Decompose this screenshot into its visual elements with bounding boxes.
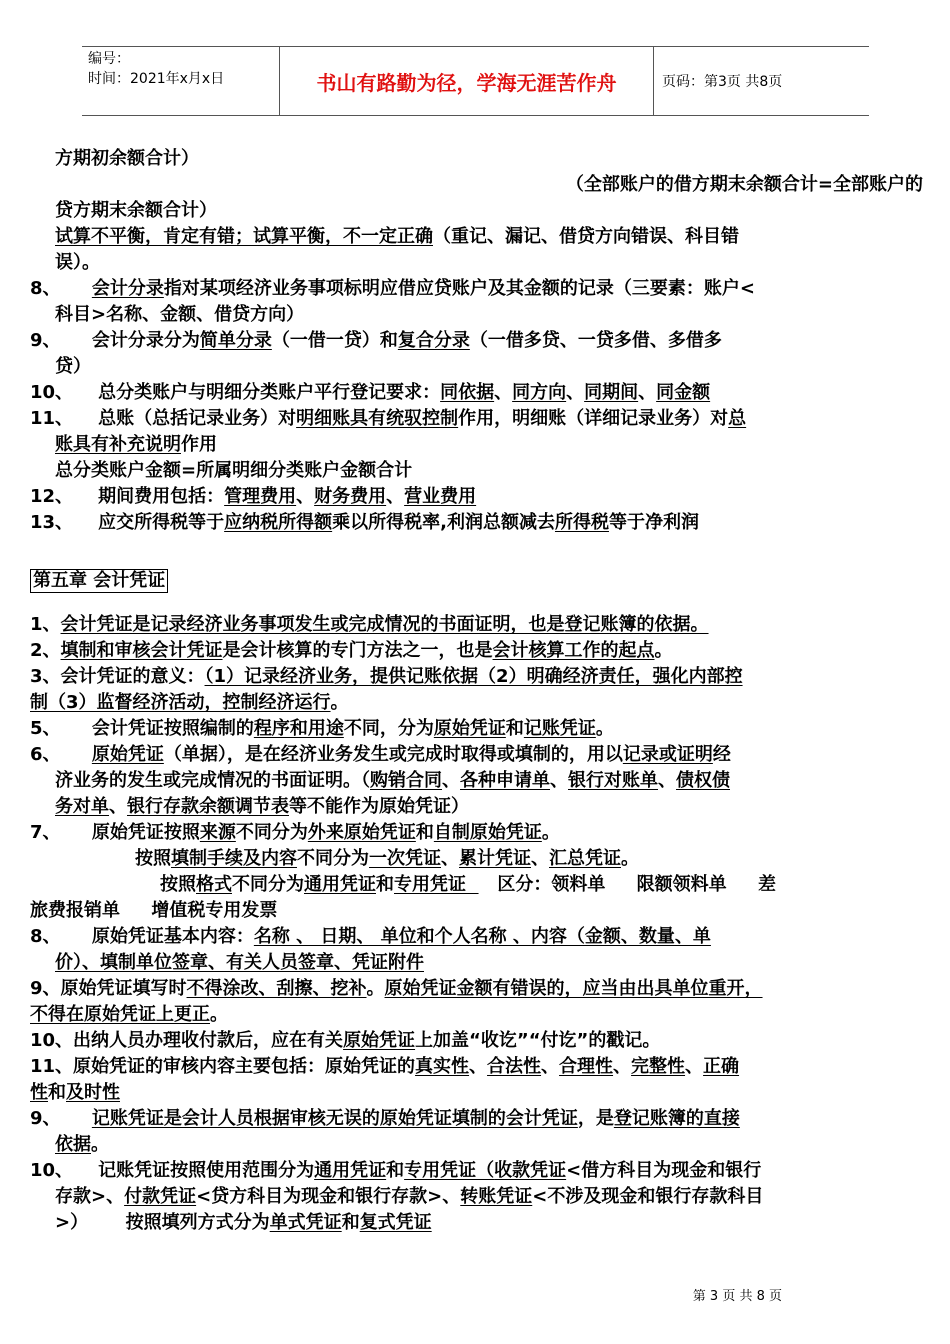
text-line: 贷）: [55, 356, 91, 377]
list-item: 9、原始凭证填写时不得涂改、刮擦、挖补。原始凭证金额有错误的，应当由出具单位重开，: [30, 978, 763, 999]
chapter-heading: 第五章 会计凭证: [30, 568, 925, 598]
text-line: 科目>名称、金额、借贷方向）: [55, 304, 305, 325]
list-item: 10、 记账凭证按照使用范围分为通用凭证和专用凭证（收款凭证<借方科目为现金和银行: [30, 1160, 762, 1181]
list-item: 12、 期间费用包括：管理费用、财务费用、营业费用: [30, 486, 477, 507]
list-item: 10、 总分类账户与明细分类账户平行登记要求：同依据、同方向、同期间、同金额: [30, 382, 711, 403]
text-line: 按照格式不同分为通用凭证和专用凭证 区分：领料单 限额领料单 差: [160, 874, 777, 895]
document-body: [30, 146, 925, 1236]
text-line: 济业务的发生或完成情况的书面证明。（购销合同、各种申请单、银行对账单、债权债: [55, 770, 730, 791]
list-item: 2、填制和审核会计凭证是会计核算的专门方法之一，也是会计核算工作的起点。: [30, 640, 673, 661]
list-item: 13、 应交所得税等于应纳税所得额乘以所得税率,利润总额减去所得税等于净利润: [30, 512, 699, 533]
list-item: 11、 总账（总括记录业务）对明细账具有统驭控制作用，明细账（详细记录业务）对总: [30, 408, 747, 429]
text-line: 贷方期末余额合计）: [55, 200, 217, 221]
list-item: 1、会计凭证是记录经济业务事项发生或完成情况的书面证明，也是登记账簿的依据。: [30, 614, 709, 635]
list-item: 11、原始凭证的审核内容主要包括：原始凭证的真实性、合法性、合理性、完整性、正确: [30, 1056, 740, 1077]
header-meta: [82, 47, 280, 115]
text-line: 按照填制手续及内容不同分为一次凭证、累计凭证、汇总凭证。: [135, 848, 639, 869]
list-item: 8、 原始凭证基本内容：名称 、 日期、 单位和个人名称 、内容（金额、数量、单: [30, 926, 711, 947]
text-line: 不得在原始凭证上更正。: [30, 1004, 228, 1025]
text-line: （全部账户的借方期末余额合计=全部账户的: [565, 174, 923, 195]
text-line: 价）、填制单位签章、有关人员签章、凭证附件: [55, 952, 424, 973]
list-item: 8、 会计分录指对某项经济业务事项标明应借应贷账户及其金额的记录（三要素：账户<: [30, 278, 755, 299]
list-item: 9、 会计分录分为简单分录（一借一贷）和复合分录（一借多贷、一贷多借、多借多: [30, 330, 722, 351]
page-footer: 第 3 页 共 8 页: [692, 1289, 782, 1304]
list-item: 6、 原始凭证（单据），是在经济业务发生或完成时取得或填制的，用以记录或证明经: [30, 744, 731, 765]
text-line: 依据。: [55, 1134, 109, 1155]
list-item: 10、出纳人员办理收付款后，应在有关原始凭证上加盖“收讫”“付讫”的戳记。: [30, 1030, 661, 1051]
text-line: 方期初余额合计）: [55, 148, 199, 169]
text-line: 误）。: [55, 252, 100, 273]
page-header: [82, 46, 869, 116]
list-item: 9、 记账凭证是会计人员根据审核无误的原始凭证填制的会计凭证，是登记账簿的直接: [30, 1108, 740, 1129]
document-time: 时间：2021年x月x日: [88, 71, 225, 87]
text-line: 旅费报销单 增值税专用发票: [30, 900, 278, 921]
list-item: 7、 原始凭证按照来源不同分为外来原始凭证和自制原始凭证。: [30, 822, 560, 843]
list-item: 3、会计凭证的意义：（1）记录经济业务，提供记账依据（2）明确经济责任，强化内部控: [30, 666, 743, 687]
text-line: 制（3）监督经济活动，控制经济运行。: [30, 692, 349, 713]
text-line: 试算不平衡，肯定有错；试算平衡，不一定正确（重记、漏记、借贷方向错误、科目错: [55, 226, 739, 247]
text-line: 性和及时性: [30, 1082, 120, 1103]
text-line: 务对单、银行存款余额调节表等不能作为原始凭证）: [55, 796, 469, 817]
text-line: 存款>、付款凭证<贷方科目为现金和银行存款>、转账凭证<不涉及现金和银行存款科目: [55, 1186, 764, 1207]
text-line: 账具有补充说明作用: [55, 434, 217, 455]
text-line: >） 按照填列方式分为单式凭证和复式凭证: [55, 1212, 432, 1233]
header-page-info: 页码：第3页 共8页: [662, 74, 783, 90]
text-line: 总分类账户金额=所属明细分类账户金额合计: [55, 460, 413, 481]
document-number: 编号：: [88, 51, 130, 67]
header-motto: 书山有路勤为径，学海无涯苦作舟: [280, 47, 654, 115]
list-item: 5、 会计凭证按照编制的程序和用途不同，分为原始凭证和记账凭证。: [30, 718, 614, 739]
